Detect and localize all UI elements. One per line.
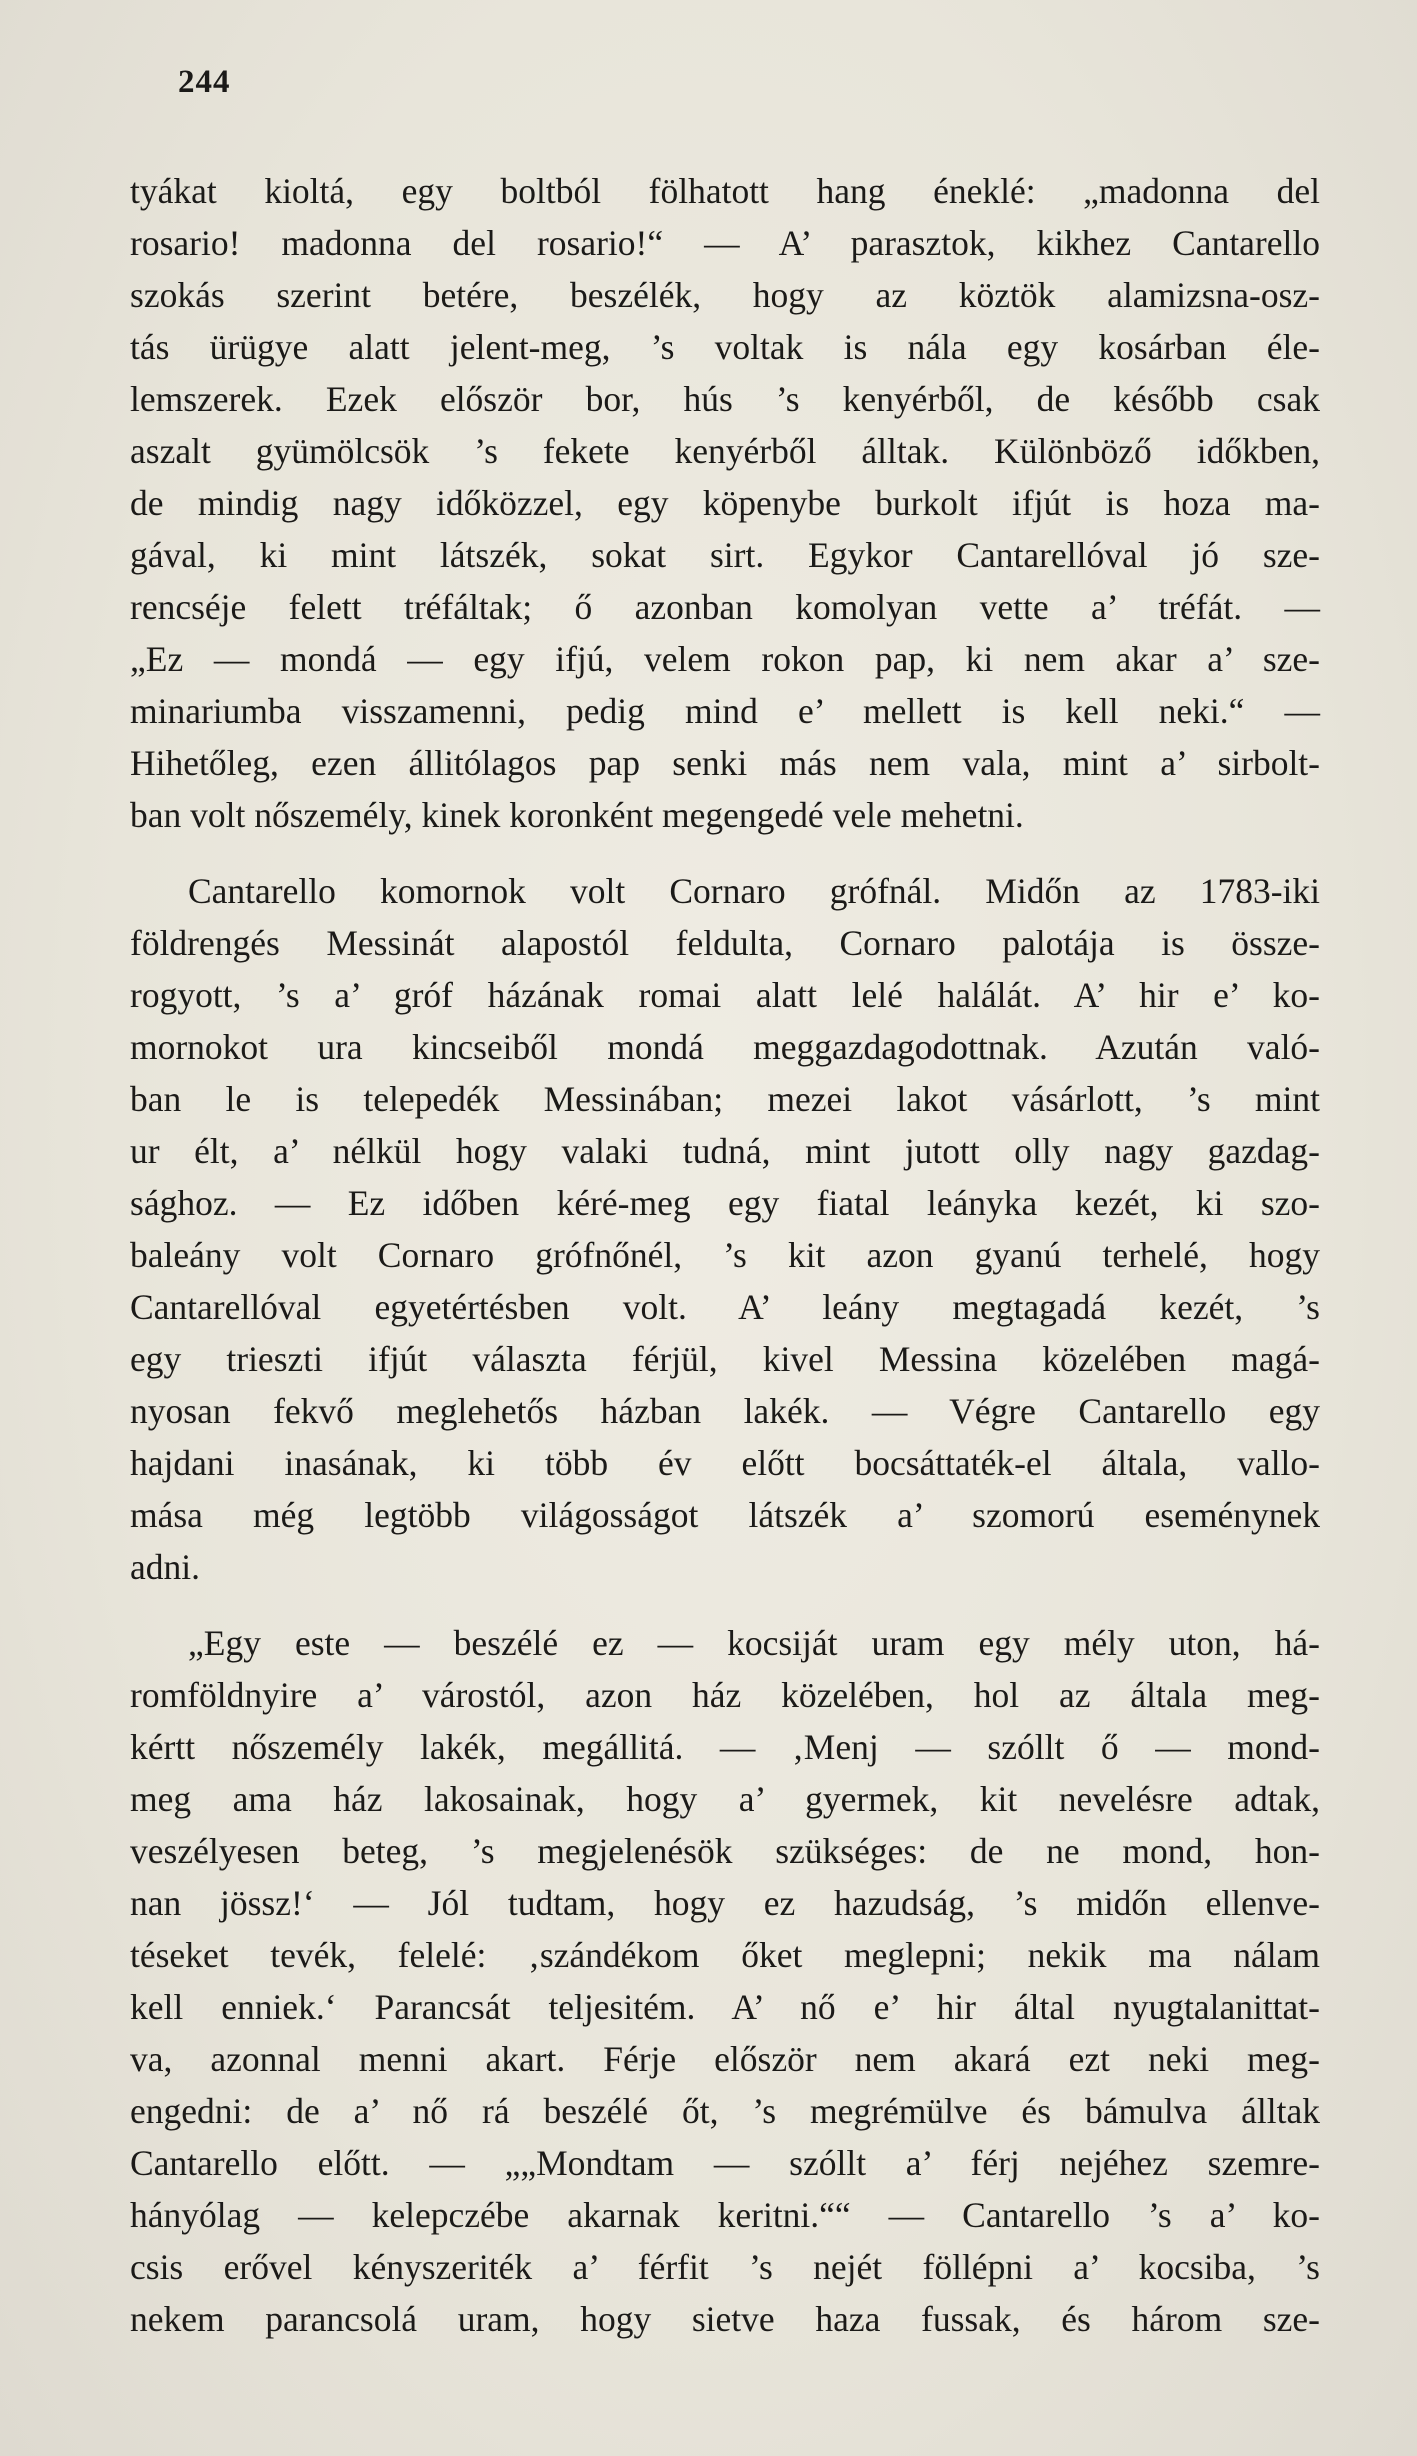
text-line: mornokot ura kincseiből mondá meggazdagodottnak. Azután való- xyxy=(130,1027,1320,1067)
text-line: Cantarello előtt. — „„Mondtam — szóllt a’ férj nejéhez szemre- xyxy=(130,2143,1320,2183)
text-line: minariumba visszamenni, pedig mind e’ mellett is kell neki.“ — xyxy=(130,691,1320,731)
text-line: tyákat kioltá, egy boltból fölhatott hang éneklé: „madonna del xyxy=(130,171,1320,211)
text-line: kértt nőszemély lakék, megállitá. — ‚Menj — szóllt ő — mond- xyxy=(130,1727,1320,1767)
text-line: romföldnyire a’ várostól, azon ház közelében, hol az általa meg- xyxy=(130,1675,1320,1715)
text-line: tás ürügye alatt jelent-meg, ’s voltak is nála egy kosárban éle- xyxy=(130,327,1320,367)
text-line: nekem parancsolá uram, hogy sietve haza fussak, és három sze- xyxy=(130,2299,1320,2339)
text-line: sághoz. — Ez időben kéré-meg egy fiatal leányka kezét, ki szo- xyxy=(130,1183,1320,1223)
body-text xyxy=(130,165,1320,2345)
text-line: téseket tevék, felelé: ‚szándékom őket meglepni; nekik ma nálam xyxy=(130,1935,1320,1975)
text-line: Cantarellóval egyetértésben volt. A’ leány megtagadá kezét, ’s xyxy=(130,1287,1320,1327)
text-line: „Egy este — beszélé ez — kocsiját uram egy mély uton, há- xyxy=(188,1623,1320,1663)
text-line: rencséje felett tréfáltak; ő azonban komolyan vette a’ tréfát. — xyxy=(130,587,1320,627)
text-line: adni. xyxy=(130,1547,200,1587)
text-line: ban le is telepedék Messinában; mezei lakot vásárlott, ’s mint xyxy=(130,1079,1320,1119)
text-line: va, azonnal menni akart. Férje először nem akará ezt neki meg- xyxy=(130,2039,1320,2079)
text-line: rosario! madonna del rosario!“ — A’ parasztok, kikhez Cantarello xyxy=(130,223,1320,263)
text-line: engedni: de a’ nő rá beszélé őt, ’s megrémülve és bámulva álltak xyxy=(130,2091,1320,2131)
text-line: hajdani inasának, ki több év előtt bocsáttaték-el általa, vallo- xyxy=(130,1443,1320,1483)
text-line: veszélyesen beteg, ’s megjelenésök szükséges: de ne mond, hon- xyxy=(130,1831,1320,1871)
text-line: nyosan fekvő meglehetős házban lakék. — Végre Cantarello egy xyxy=(130,1391,1320,1431)
text-line: meg ama ház lakosainak, hogy a’ gyermek, kit nevelésre adtak, xyxy=(130,1779,1320,1819)
text-line: gával, ki mint látszék, sokat sirt. Egykor Cantarellóval jó sze- xyxy=(130,535,1320,575)
text-line: földrengés Messinát alapostól feldulta, Cornaro palotája is össze- xyxy=(130,923,1320,963)
paragraph xyxy=(130,865,1320,1593)
text-line: csis erővel kényszeriték a’ férfit ’s nejét föllépni a’ kocsiba, ’s xyxy=(130,2247,1320,2287)
text-line: Hihetőleg, ezen állitólagos pap senki más nem vala, mint a’ sirbolt- xyxy=(130,743,1320,783)
paragraph-gap xyxy=(130,841,1320,865)
text-line: aszalt gyümölcsök ’s fekete kenyérből álltak. Különböző időkben, xyxy=(130,431,1320,471)
text-line: mása még legtöbb világosságot látszék a’ szomorú eseménynek xyxy=(130,1495,1320,1535)
text-line: baleány volt Cornaro grófnőnél, ’s kit azon gyanú terhelé, hogy xyxy=(130,1235,1320,1275)
text-line: nan jössz!‘ — Jól tudtam, hogy ez hazudság, ’s midőn ellenve- xyxy=(130,1883,1320,1923)
text-line: „Ez — mondá — egy ifjú, velem rokon pap, ki nem akar a’ sze- xyxy=(130,639,1320,679)
paragraph xyxy=(130,1617,1320,2345)
paragraph-gap xyxy=(130,1593,1320,1617)
text-line: lemszerek. Ezek először bor, hús ’s kenyérből, de később csak xyxy=(130,379,1320,419)
text-line: kell enniek.‘ Parancsát teljesitém. A’ nő e’ hir által nyugtalanittat- xyxy=(130,1987,1320,2027)
text-line: de mindig nagy időközzel, egy köpenybe burkolt ifjút is hoza ma- xyxy=(130,483,1320,523)
page-number: 244 xyxy=(178,64,231,100)
text-line: hányólag — kelepczébe akarnak keritni.““ — Cantarello ’s a’ ko- xyxy=(130,2195,1320,2235)
text-line: egy trieszti ifjút választa férjül, kivel Messina közelében magá- xyxy=(130,1339,1320,1379)
text-line: ban volt nőszemély, kinek koronként megengedé vele mehetni. xyxy=(130,795,1024,835)
text-line: rogyott, ’s a’ gróf házának romai alatt lelé halálát. A’ hir e’ ko- xyxy=(130,975,1320,1015)
text-line: Cantarello komornok volt Cornaro grófnál. Midőn az 1783-iki xyxy=(188,871,1320,911)
paragraph xyxy=(130,165,1320,841)
text-line: ur élt, a’ nélkül hogy valaki tudná, mint jutott olly nagy gazdag- xyxy=(130,1131,1320,1171)
text-line: szokás szerint betére, beszélék, hogy az köztök alamizsna-osz- xyxy=(130,275,1320,315)
